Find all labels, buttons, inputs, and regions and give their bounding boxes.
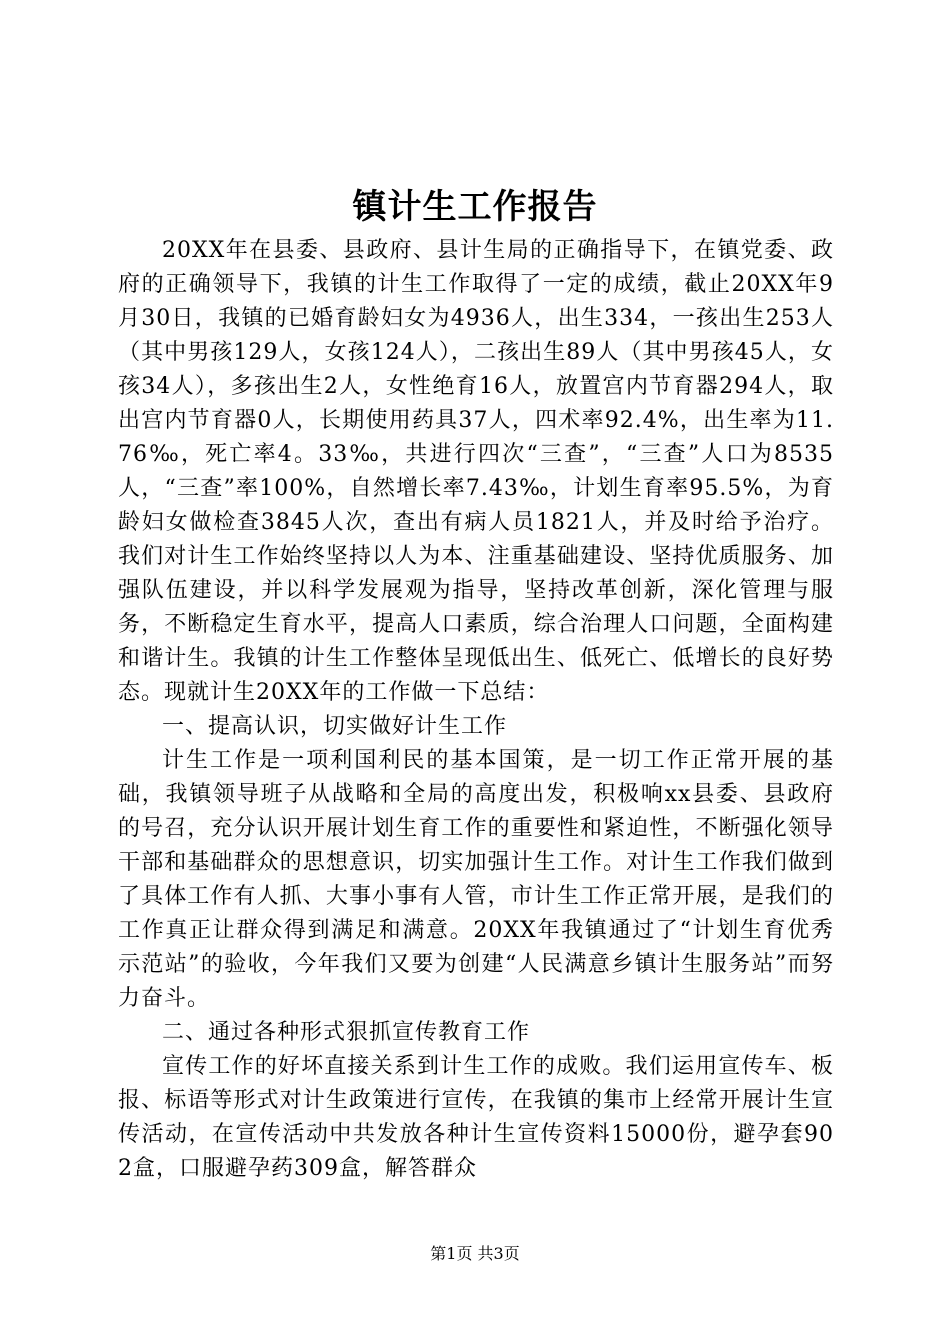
document-body <box>118 234 834 1186</box>
section-paragraph-1: 计生工作是一项利国利民的基本国策，是一切工作正常开展的基础，我镇领导班子从战略和全局的高度出发，积极响xx县委、县政府的号召，充分认识开展计划生育工作的重要性和紧迫性，不断强化领导干部和基础群众的思想意识，切实加强计生工作。对计生工作我们做到了具体工作有人抓、大事小事有人管，市计生工作正常开展，是我们的工作真正让群众得到满足和满意。20XX年我镇通过了“计划生育优秀示范站”的验收，今年我们又要为创建“人民满意乡镇计生服务站”而努力奋斗。 <box>118 748 834 1011</box>
section-heading-2: 二、通过各种形式狠抓宣传教育工作 <box>162 1020 531 1045</box>
page-number-footer: 第1页 共3页 <box>430 1244 520 1263</box>
section-heading-1: 一、提高认识，切实做好计生工作 <box>162 714 508 739</box>
section-paragraph-2: 宣传工作的好坏直接关系到计生工作的成败。我们运用宣传车、板报、标语等形式对计生政策进行宣传，在我镇的集市上经常开展计生宣传活动，在宣传活动中共发放各种计生宣传资料15000份，避孕套902盒，口服避孕药309盒，解答群众 <box>118 1054 834 1181</box>
intro-paragraph: 20XX年在县委、县政府、县计生局的正确指导下，在镇党委、政府的正确领导下，我镇的计生工作取得了一定的成绩，截止20XX年9月30日，我镇的已婚育龄妇女为4936人，出生334，一孩出生253人（其中男孩129人，女孩124人），二孩出生89人（其中男孩45人，女孩34人），多孩出生2人，女性绝育16人，放置宫内节育器294人，取出宫内节育器0人，长期使用药具37人，四术率92.4%，出生率为11.76‰，死亡率4。33‰，共进行四次“三查”，“三查”人口为8535人，“三查”率100%，自然增长率7.43‰，计划生育率95.5%，为育龄妇女做检查3845人次，查出有病人员1821人，并及时给予治疗。我们对计生工作始终坚持以人为本、注重基础建设、坚持优质服务、加强队伍建设，并以科学发展观为指导，坚持改革创新，深化管理与服务，不断稳定生育水平，提高人口素质，综合治理人口问题，全面构建和谐计生。我镇的计生工作整体呈现低出生、低死亡、低增长的良好势态。现就计生20XX年的工作做一下总结： <box>118 238 834 705</box>
document-title: 镇计生工作报告 <box>352 187 598 227</box>
